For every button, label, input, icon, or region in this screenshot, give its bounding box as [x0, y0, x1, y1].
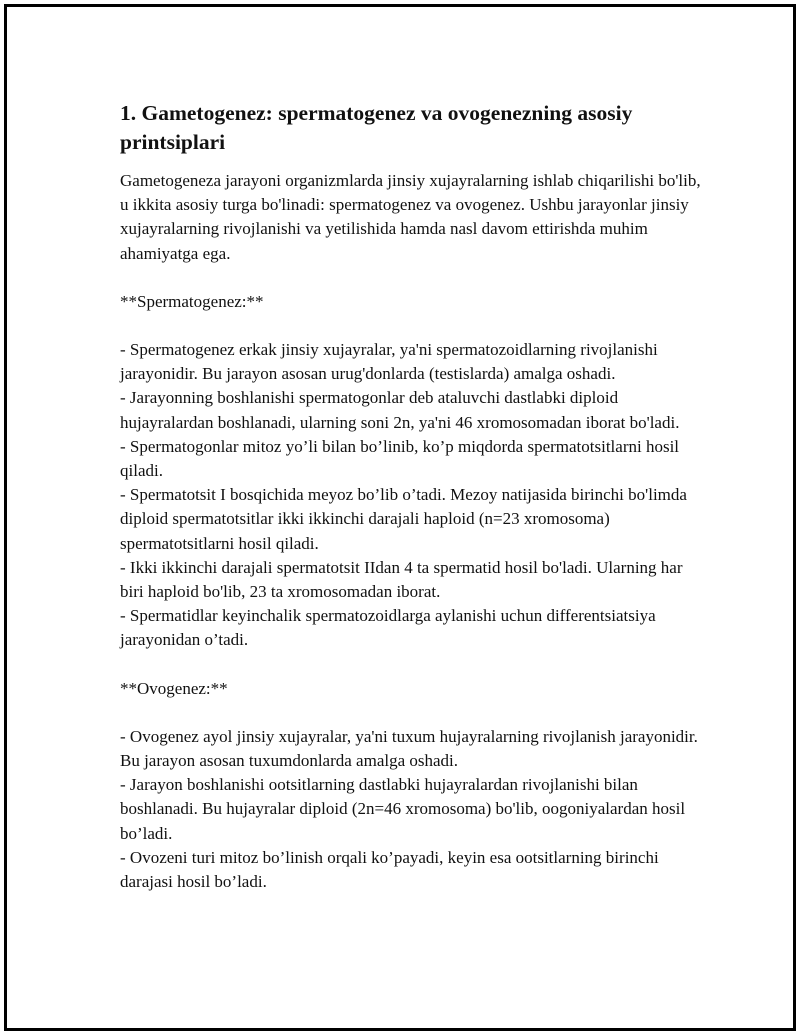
- oogenesis-heading: **Ovogenez:**: [120, 678, 228, 698]
- spermatogenesis-item: - Ikki ikkinchi darajali spermatotsit IIdan 4 ta spermatid hosil bo'ladi. Ularning har biri haploid bo'lib, 23 ta xromosomadan iborat.: [120, 557, 683, 602]
- document-content: [120, 99, 710, 894]
- oogenesis-list: [120, 725, 710, 894]
- spermatogenesis-heading: **Spermatogenez:**: [120, 291, 264, 311]
- oogenesis-item: - Jarayon boshlanishi ootsitlarning dastlabki hujayralardan rivojlanishi bilan boshlanadi. Bu hujayralar diploid (2n=46 xromosoma) bo'lib, oogoniyalardan hosil bo’ladi.: [120, 775, 686, 843]
- intro-paragraph: Gametogeneza jarayoni organizmlarda jinsiy xujayralarning ishlab chiqarilishi bo'lib, u ikkita asosiy turga bo'linadi: spermatogenez va ovogenez. Ushbu jarayonlar jinsiy xujayralarning rivojlanishi va yetilishida hamda nasl davom ettirishda muhim ahamiyatga ega.: [120, 171, 701, 263]
- spermatogenesis-item: - Spermatogenez erkak jinsiy xujayralar, ya'ni spermatozoidlarning rivojlanishi jarayonidir. Bu jarayon asosan urug'donlarda (testislarda) amalga oshadi.: [120, 340, 658, 384]
- spermatogenesis-item: - Spermatogonlar mitoz yo’li bilan bo’linib, ko’p miqdorda spermatotsitlarni hosil qiladi.: [120, 436, 680, 481]
- oogenesis-item: - Ovogenez ayol jinsiy xujayralar, ya'ni tuxum hujayralarning rivojlanish jarayonidir. Bu jarayon asosan tuxumdonlarda amalga oshadi.: [120, 726, 698, 771]
- spermatogenesis-item: - Spermatotsit I bosqichida meyoz bo’lib o’tadi. Mezoy natijasida birinchi bo'limda diploid spermatotsitlar ikki ikkinchi darajali haploid (n=23 xromosoma) spermatotsitlarni hosil qiladi.: [120, 485, 687, 553]
- spermatogenesis-item: - Spermatidlar keyinchalik spermatozoidlarga aylanishi uchun differentsiatsiya jarayonidan o’tadi.: [120, 606, 656, 650]
- oogenesis-item: - Ovozeni turi mitoz bo’linish orqali ko’payadi, keyin esa ootsitlarning birinchi darajasi hosil bo’ladi.: [120, 847, 659, 892]
- document-title: 1. Gametogenez: spermatogenez va ovogenezning asosiy printsiplari: [120, 101, 633, 154]
- spermatogenesis-item: - Jarayonning boshlanishi spermatogonlar deb ataluvchi dastlabki diploid hujayralardan boshlanadi, ularning soni 2n, ya'ni 46 xromosomadan iborat bo'ladi.: [120, 388, 680, 432]
- page-frame: [4, 4, 796, 1031]
- spermatogenesis-list: [120, 338, 710, 653]
